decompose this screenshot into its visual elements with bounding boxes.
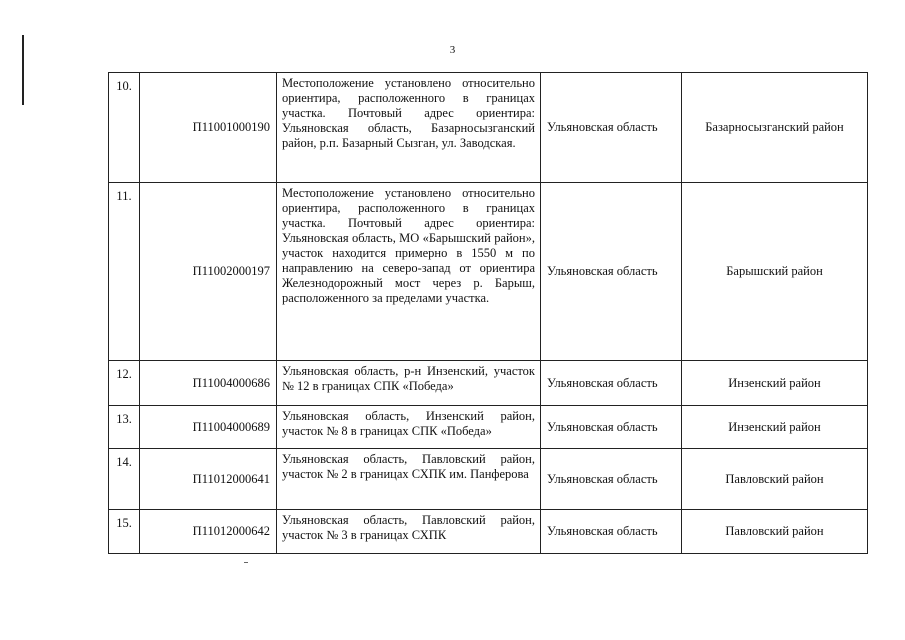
table-row bbox=[109, 510, 868, 554]
location-description: Ульяновская область, Павловский район, участок № 3 в границах СХПК bbox=[277, 510, 541, 554]
table-row bbox=[109, 183, 868, 361]
district-cell: Павловский район bbox=[682, 510, 868, 554]
row-number: 10. bbox=[109, 73, 140, 183]
cadastral-code: П11004000686 bbox=[140, 361, 277, 406]
cadastral-code: П11002000197 bbox=[140, 183, 277, 361]
district-cell: Барышский район bbox=[682, 183, 868, 361]
district-cell: Инзенский район bbox=[682, 406, 868, 449]
location-description: Ульяновская область, Павловский район, участок № 2 в границах СХПК им. Панферова bbox=[277, 449, 541, 510]
land-plots-table bbox=[108, 72, 868, 554]
location-description: Местоположение установлено относительно ориентира, расположенного в границах участка. Почтовый адрес ориентира: Ульяновская область, МО «Барышский район», участок находится примерно в 1550 м по направлению на северо-запад от ориентира Железнодорожный мост через р. Барыш, расположенного за пределами участка. bbox=[277, 183, 541, 361]
region-cell: Ульяновская область bbox=[541, 361, 682, 406]
region-cell: Ульяновская область bbox=[541, 183, 682, 361]
row-number: 13. bbox=[109, 406, 140, 449]
location-description: Ульяновская область, Инзенский район, участок № 8 в границах СПК «Победа» bbox=[277, 406, 541, 449]
cadastral-code: П11004000689 bbox=[140, 406, 277, 449]
table-row bbox=[109, 449, 868, 510]
table-row bbox=[109, 406, 868, 449]
table-row bbox=[109, 73, 868, 183]
table-row bbox=[109, 361, 868, 406]
cadastral-code: П11012000642 bbox=[140, 510, 277, 554]
region-cell: Ульяновская область bbox=[541, 449, 682, 510]
page-number: 3 bbox=[449, 44, 456, 56]
row-number: 15. bbox=[109, 510, 140, 554]
location-description: Местоположение установлено относительно ориентира, расположенного в границах участка. Почтовый адрес ориентира: Ульяновская область, Базарносызганский район, р.п. Базарный Сызган, ул. Заводская. bbox=[277, 73, 541, 183]
cadastral-code: П11012000641 bbox=[140, 449, 277, 510]
region-cell: Ульяновская область bbox=[541, 73, 682, 183]
district-cell: Павловский район bbox=[682, 449, 868, 510]
district-cell: Базарносызганский район bbox=[682, 73, 868, 183]
region-cell: Ульяновская область bbox=[541, 510, 682, 554]
location-description: Ульяновская область, р-н Инзенский, участок № 12 в границах СПК «Победа» bbox=[277, 361, 541, 406]
row-number: 12. bbox=[109, 361, 140, 406]
row-number: 11. bbox=[109, 183, 140, 361]
cadastral-code: П11001000190 bbox=[140, 73, 277, 183]
row-number: 14. bbox=[109, 449, 140, 510]
region-cell: Ульяновская область bbox=[541, 406, 682, 449]
district-cell: Инзенский район bbox=[682, 361, 868, 406]
scan-artifact bbox=[244, 562, 248, 563]
